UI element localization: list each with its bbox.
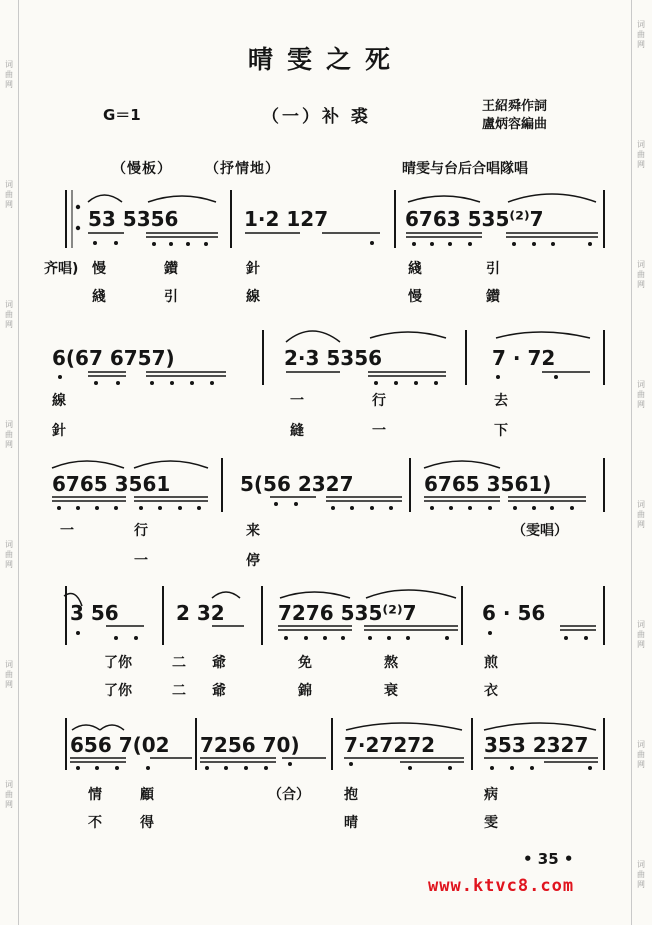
- lyric-word: 得: [140, 815, 154, 831]
- slur: [148, 196, 216, 202]
- measure-notes: 7256 70): [200, 733, 300, 757]
- lyric-word: 針: [246, 261, 260, 277]
- lyric-word: 免: [298, 655, 312, 671]
- slur: [424, 461, 500, 468]
- measure-notes: 7 · 72: [492, 346, 556, 370]
- lyricist-credit: 王紹舜作詞: [482, 99, 548, 114]
- measure-notes: 6765 3561: [52, 472, 171, 496]
- composer-credit: 盧炳容編曲: [482, 117, 548, 132]
- lyric-word: 引: [486, 261, 500, 277]
- watermark-text: 词曲网: [5, 300, 13, 329]
- lyric-word: 線: [246, 289, 260, 305]
- slur: [134, 461, 208, 468]
- measure-notes: 353 2327: [484, 733, 589, 757]
- lyric-word: 爺: [212, 683, 226, 699]
- lyric-word: 縫: [290, 423, 304, 439]
- measure-notes: 6765 3561): [424, 472, 552, 496]
- measure-notes: 2·3 5356: [284, 346, 383, 370]
- beams: [52, 233, 598, 762]
- watermark-text: 词曲网: [5, 540, 13, 569]
- lyric-word: 慢: [92, 261, 106, 277]
- slur: [72, 725, 100, 730]
- lyric-word: 針: [52, 423, 66, 439]
- slur: [408, 196, 480, 202]
- lyric-word: 二: [172, 683, 186, 699]
- lyric-word: 情: [88, 787, 102, 803]
- lyric-word: 了你: [104, 683, 132, 699]
- lyric-word: 衰: [384, 683, 398, 699]
- watermark-text: 词曲网: [637, 500, 645, 529]
- watermark-text: 词曲网: [637, 260, 645, 289]
- slur: [100, 725, 124, 730]
- measure-notes: 7·27272: [344, 733, 436, 757]
- lyric-word: 一: [290, 393, 304, 409]
- expression-marking: （抒情地）: [205, 161, 280, 177]
- lyric-word: 鑚: [164, 261, 178, 277]
- slur: [280, 592, 350, 598]
- tempo-marking: （慢板）: [112, 161, 172, 177]
- lyric-word: 去: [494, 393, 508, 409]
- lyric-word: 抱: [344, 787, 358, 803]
- slur: [496, 332, 590, 338]
- song-title: 晴雯之死: [247, 45, 404, 74]
- slur: [366, 590, 456, 598]
- lyric-word: 綫: [408, 261, 422, 277]
- watermark-text: 词曲网: [5, 660, 13, 689]
- lyric-word: （雯唱）: [512, 523, 568, 539]
- slur: [212, 592, 240, 598]
- watermark-text: 词曲网: [5, 60, 13, 89]
- lyric-word: 晴: [344, 815, 358, 831]
- lyric-word: 了你: [104, 655, 132, 671]
- watermark-text: 词曲网: [637, 140, 645, 169]
- watermark-text: 词曲网: [5, 420, 13, 449]
- measure-notes: 6(67 6757): [52, 346, 175, 370]
- measure-notes: 6 · 56: [482, 601, 546, 625]
- lyric-word: 齐唱): [44, 261, 79, 277]
- lyric-word: 慢: [408, 289, 422, 305]
- lyric-word: 熬: [384, 655, 398, 671]
- lyric-word: 一: [372, 423, 386, 439]
- lyric-word: 雯: [484, 815, 498, 831]
- lyric-word: 来: [246, 523, 260, 539]
- slur: [88, 195, 122, 202]
- watermark-text: 词曲网: [637, 20, 645, 49]
- lyric-word: 衣: [484, 683, 498, 699]
- repeat-dots: [76, 205, 80, 230]
- measure-notes: 7276 535⁽²⁾7: [278, 601, 417, 625]
- slur: [484, 723, 596, 730]
- lyric-word: 鑚: [486, 289, 500, 305]
- watermark-text: 词曲网: [5, 780, 13, 809]
- lyric-word: 二: [172, 655, 186, 671]
- website-watermark: www.ktvc8.com: [428, 876, 575, 896]
- lyric-word: 煎: [484, 655, 498, 671]
- lyric-word: 停: [246, 553, 260, 569]
- key-signature: G＝1: [103, 106, 141, 124]
- watermark-text: 词曲网: [637, 740, 645, 769]
- slur: [52, 461, 124, 468]
- lyric-word: 爺: [212, 655, 226, 671]
- measure-notes: 3 56: [70, 601, 119, 625]
- slur: [286, 331, 340, 342]
- measure-notes: 6763 535⁽²⁾7: [405, 207, 544, 231]
- section-title: （一）补 裘: [262, 107, 371, 127]
- lyric-word: 引: [164, 289, 178, 305]
- measure-notes: 5(56 2327: [240, 472, 354, 496]
- slur: [370, 332, 446, 338]
- lyric-word: 行: [134, 523, 148, 539]
- lyric-word: 一: [60, 523, 74, 539]
- lyric-word: 不: [88, 815, 102, 831]
- slur: [508, 194, 596, 202]
- lyric-word: （合）: [268, 787, 310, 803]
- lyric-word: 一: [134, 553, 148, 569]
- lyric-word: 病: [484, 787, 498, 803]
- lyric-word: 顧: [140, 787, 154, 803]
- page-number: • 35 •: [523, 850, 574, 868]
- lyric-word: 行: [372, 393, 386, 409]
- watermark-text: 词曲网: [637, 620, 645, 649]
- watermark-text: 词曲网: [637, 380, 645, 409]
- lyric-word: 下: [494, 423, 508, 439]
- octave-dots: [57, 241, 592, 770]
- measure-notes: 53 5356: [88, 207, 179, 231]
- lyric-word: 線: [52, 393, 66, 409]
- measure-notes: 2 32: [176, 601, 225, 625]
- slur: [346, 723, 462, 730]
- measure-notes: 1·2 127: [244, 207, 329, 231]
- lyric-word: 錦: [298, 683, 312, 699]
- performer-note: 晴雯与台后合唱隊唱: [402, 161, 528, 177]
- watermark-text: 词曲网: [5, 180, 13, 209]
- watermark-text: 词曲网: [637, 860, 645, 889]
- measure-notes: 656 7(02: [70, 733, 170, 757]
- lyric-word: 綫: [92, 289, 106, 305]
